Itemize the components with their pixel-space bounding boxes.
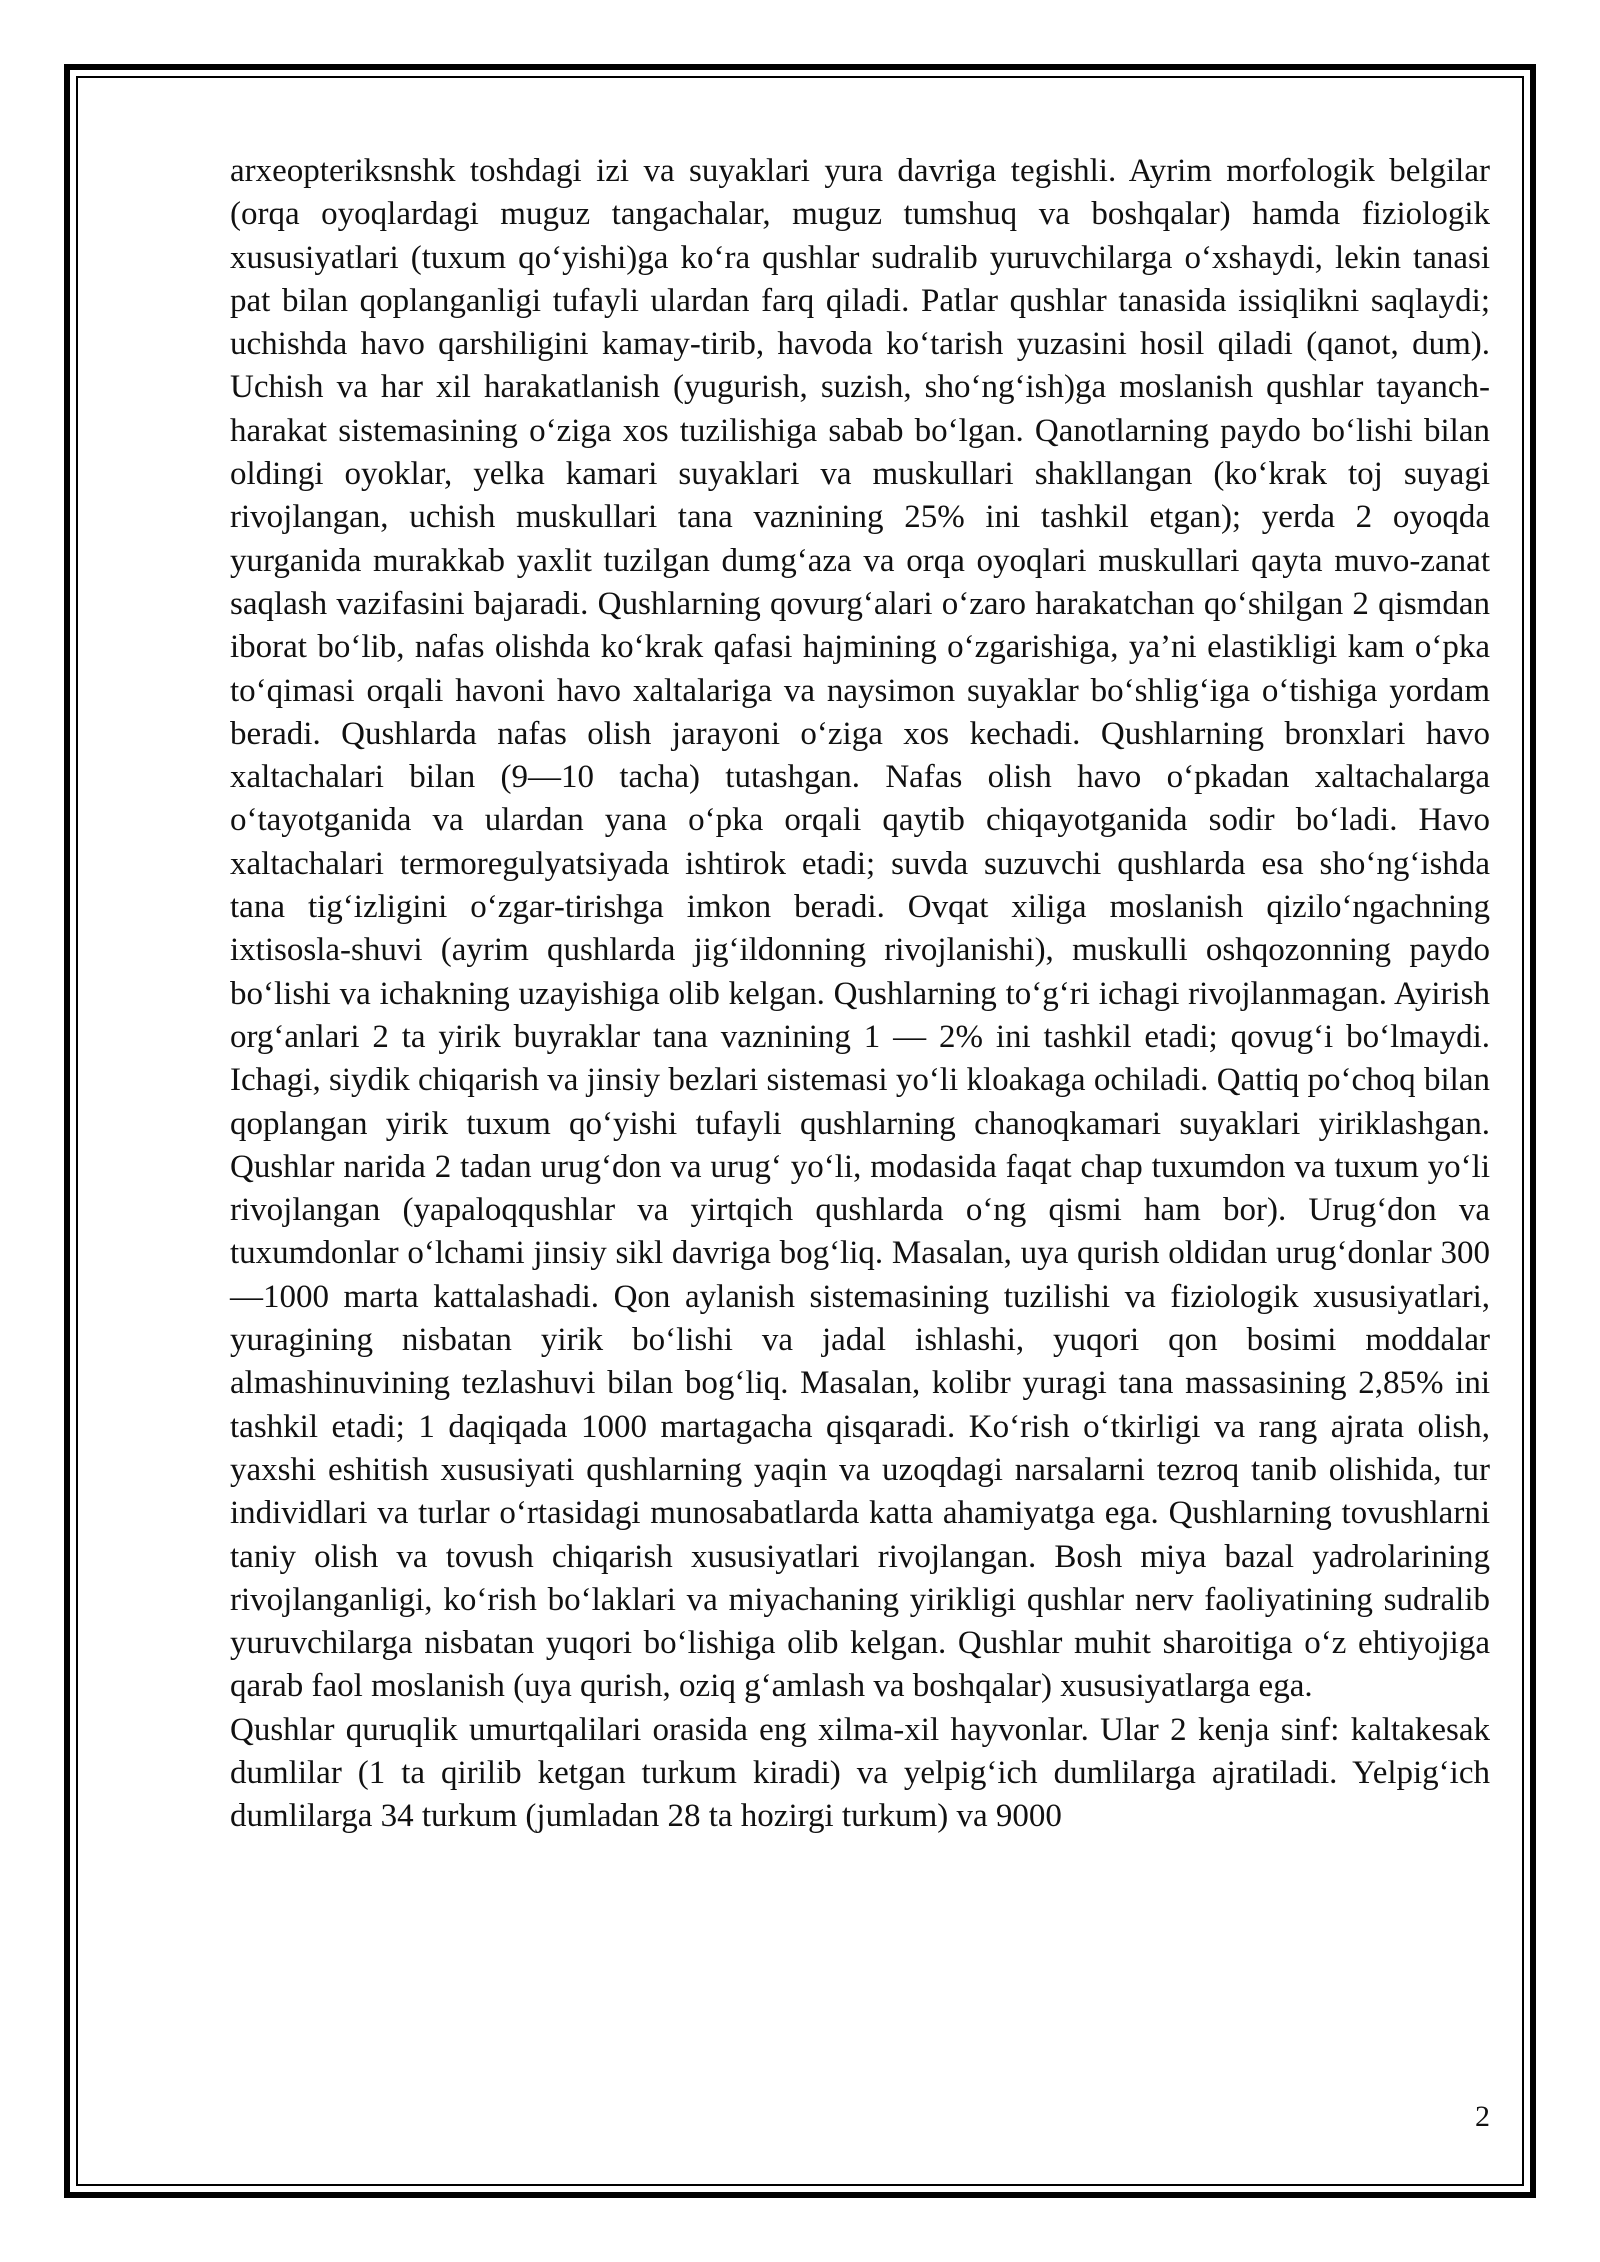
paragraph-2: Qushlar quruqlik umurtqalilari orasida eng xilma-xil hayvonlar. Ular 2 kenja sinf: kaltakesak dumlilar (1 ta qirilib ketgan turkum kiradi) va yelpig‘ich dumlilarga ajratiladi. Yelpig‘ich dumlilarga 34 turkum (jumladan 28 ta hozirgi turkum) va 9000 bbox=[230, 1711, 1490, 1835]
paragraph-1: arxeopteriksnshk toshdagi izi va suyaklari yura davriga tegishli. Ayrim morfologik belgilar (orqa oyoqlardagi muguz tangachalar, muguz tumshuq va boshqalar) hamda fiziologik xususiyatlari (tuxum qo‘yishi)ga ko‘ra qushlar sudralib yuruvchilarga o‘xshaydi, lekin tanasi pat bilan qoplanganligi tufayli ulardan farq qiladi. Patlar qushlar tanasida issiqlikni saqlaydi; uchishda havo qarshiligini kamay-tirib, havoda ko‘tarish yuzasini hosil qiladi (qanot, dum). Uchish va har xil harakatlanish (yugurish, suzish, sho‘ng‘ish)ga moslanish qushlar tayanch-harakat sistemasining o‘ziga xos tuzilishiga sabab bo‘lgan. Qanotlarning paydo bo‘lishi bilan oldingi oyoklar, yelka kamari suyaklari va muskullari shakllangan (ko‘krak toj suyagi rivojlangan, uchish muskullari tana vaznining 25% ini tashkil etgan); yerda 2 oyoqda yurganida murakkab yaxlit tuzilgan dumg‘aza va orqa oyoqlari muskullari qayta muvo-zanat saqlash vazifasini bajaradi. Qushlarning qovurg‘alari o‘zaro harakatchan qo‘shilgan 2 qismdan iborat bo‘lib, nafas olishda ko‘krak qafasi hajmining o‘zgarishiga, ya’ni elastikligi kam o‘pka to‘qimasi orqali havoni havo xaltalariga va naysimon suyaklar bo‘shlig‘iga o‘tishiga yordam beradi. Qushlarda nafas olish jarayoni o‘ziga xos kechadi. Qushlarning bronxlari havo xaltachalari bilan (9—10 tacha) tutashgan. Nafas olish havo o‘pkadan xaltachalarga o‘tayotganida va ulardan yana o‘pka orqali qaytib chiqayotganida sodir bo‘ladi. Havo xaltachalari termoregulyatsiyada ishtirok etadi; suvda suzuvchi qushlarda esa sho‘ng‘ishda tana tig‘izligini o‘zgar-tirishga imkon beradi. Ovqat xiliga moslanish qizilo‘ngachning ixtisosla-shuvi (ayrim qushlarda jig‘ildonning rivojlanishi), muskulli oshqozonning paydo bo‘lishi va ichakning uzayishiga olib kelgan. Qushlarning to‘g‘ri ichagi rivojlanmagan. Ayirish org‘anlari 2 ta yirik buyraklar tana vaznining 1 — 2% ini tashkil etadi; qovug‘i bo‘lmaydi. Ichagi, siydik chiqarish va jinsiy bezlari sistemasi yo‘li kloakaga ochiladi. Qattiq po‘choq bilan qoplangan yirik tuxum qo‘yishi tufayli qushlarning chanoqkamari suyaklari yiriklashgan. Qushlar narida 2 tadan urug‘don va urug‘ yo‘li, modasida faqat chap tuxumdon va tuxum yo‘li rivojlangan (yapaloqqushlar va yirtqich qushlarda o‘ng qismi ham bor). Urug‘don va tuxumdonlar o‘lchami jinsiy sikl davriga bog‘liq. Masalan, uya qurish oldidan urug‘donlar 300—1000 marta kattalashadi. Qon aylanish sistemasining tuzilishi va fiziologik xususiyatlari, yuragining nisbatan yirik bo‘lishi va jadal ishlashi, yuqori qon bosimi moddalar almashinuvining tezlashuvi bilan bog‘liq. Masalan, kolibr yuragi tana massasining 2,85% ini tashkil etadi; 1 daqiqada 1000 martagacha qisqaradi. Ko‘rish o‘tkirligi va rang ajrata olish, yaxshi eshitish xususiyati qushlarning yaqin va uzoqdagi narsalarni tezroq tanib olishida, tur individlari va turlar o‘rtasidagi munosabatlarda katta ahamiyatga ega. Qushlarning tovushlarni taniy olish va tovush chiqarish xususiyatlari rivojlangan. Bosh miya bazal yadrolarining rivojlanganligi, ko‘rish bo‘laklari va miyachaning yirikligi qushlar nerv faoliyatining sudralib yuruvchilarga nisbatan yuqori bo‘lishiga olib kelgan. Qushlar muhit sharoitiga o‘z ehtiyojiga qarab faol moslanish (uya qurish, oziq g‘amlash va boshqalar) xususiyatlarga ega. bbox=[230, 153, 1490, 1705]
page-number: 2 bbox=[1475, 2100, 1490, 2133]
document-body bbox=[230, 150, 1490, 1839]
